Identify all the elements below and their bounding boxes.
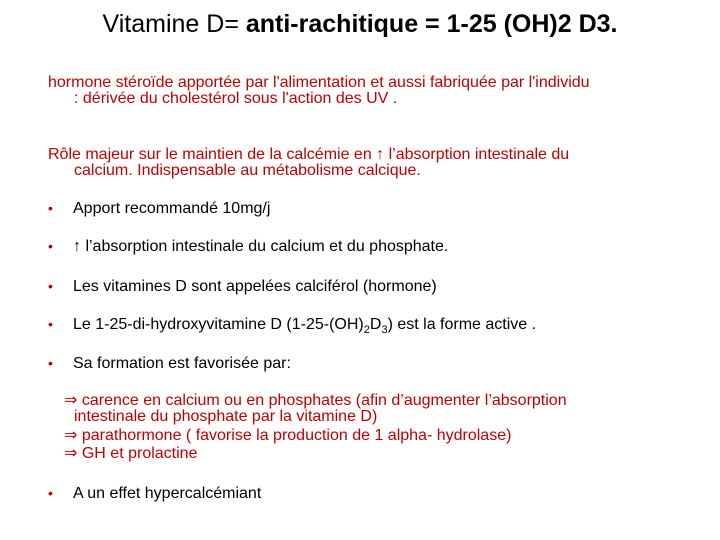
- bullet-absorption: [48, 236, 708, 257]
- bullet-forme-active-part3: ) est la forme active .: [387, 316, 537, 333]
- paragraph-hormone-line1: hormone stéroïde apportée par l'alimentation et aussi fabriquée par l'individu: [48, 74, 590, 91]
- bullet-icon: •: [48, 200, 53, 216]
- subscript-3: 3: [381, 324, 388, 337]
- title-prefix: Vitamine D=: [102, 10, 246, 38]
- bullet-icon: •: [48, 355, 53, 371]
- bullet-forme-active-part2: D: [369, 316, 382, 333]
- sub-item-parathormone: [64, 428, 714, 444]
- bullet-icon: •: [48, 316, 53, 332]
- bullet-formation-text: Sa formation est favorisée par:: [73, 355, 291, 372]
- paragraph-role-line1: Rôle majeur sur le maintien de la calcémie en ↑ l’absorption intestinale du: [48, 146, 570, 163]
- bullet-hypercalcemiant: [48, 483, 708, 504]
- bullet-forme-active: [48, 314, 708, 335]
- bullet-icon: •: [48, 485, 53, 501]
- sub-item-carence-line1: ⇒ carence en calcium ou en phosphates (afin d’augmenter l’absorption: [64, 392, 567, 409]
- sub-item-gh: [64, 446, 714, 462]
- bullet-calciferol: [48, 276, 708, 297]
- bullet-apport-text: Apport recommandé 10mg/j: [73, 200, 271, 217]
- paragraph-hormone-line2: : dérivée du cholestérol sous l'action des UV .: [74, 90, 398, 107]
- sub-item-parathormone-text: ⇒ parathormone ( favorise la production de 1 alpha- hydrolase): [64, 427, 512, 444]
- paragraph-hormone: [48, 75, 708, 107]
- bullet-apport: [48, 198, 708, 219]
- title-bold: anti-rachitique = 1-25 (OH)2 D3.: [245, 10, 618, 38]
- bullet-icon: •: [48, 278, 53, 294]
- slide-title: [0, 6, 720, 42]
- bullet-icon: •: [48, 238, 53, 254]
- sub-item-carence: [64, 393, 714, 425]
- paragraph-role: [48, 147, 708, 179]
- bullet-formation: [48, 353, 708, 374]
- bullet-forme-active-part1: Le 1-25-di-hydroxyvitamine D (1-25-(OH): [73, 316, 364, 333]
- sub-item-gh-text: ⇒ GH et prolactine: [64, 445, 198, 462]
- bullet-absorption-text: ↑ l’absorption intestinale du calcium et du phosphate.: [73, 238, 449, 255]
- bullet-calciferol-text: Les vitamines D sont appelées calciférol (hormone): [73, 278, 437, 295]
- subscript-2: 2: [363, 324, 370, 337]
- sub-item-carence-line2: intestinale du phosphate par la vitamine D): [74, 408, 378, 425]
- paragraph-role-line2: calcium. Indispensable au métabolisme calcique.: [74, 162, 421, 179]
- bullet-hypercalcemiant-text: A un effet hypercalcémiant: [73, 485, 262, 502]
